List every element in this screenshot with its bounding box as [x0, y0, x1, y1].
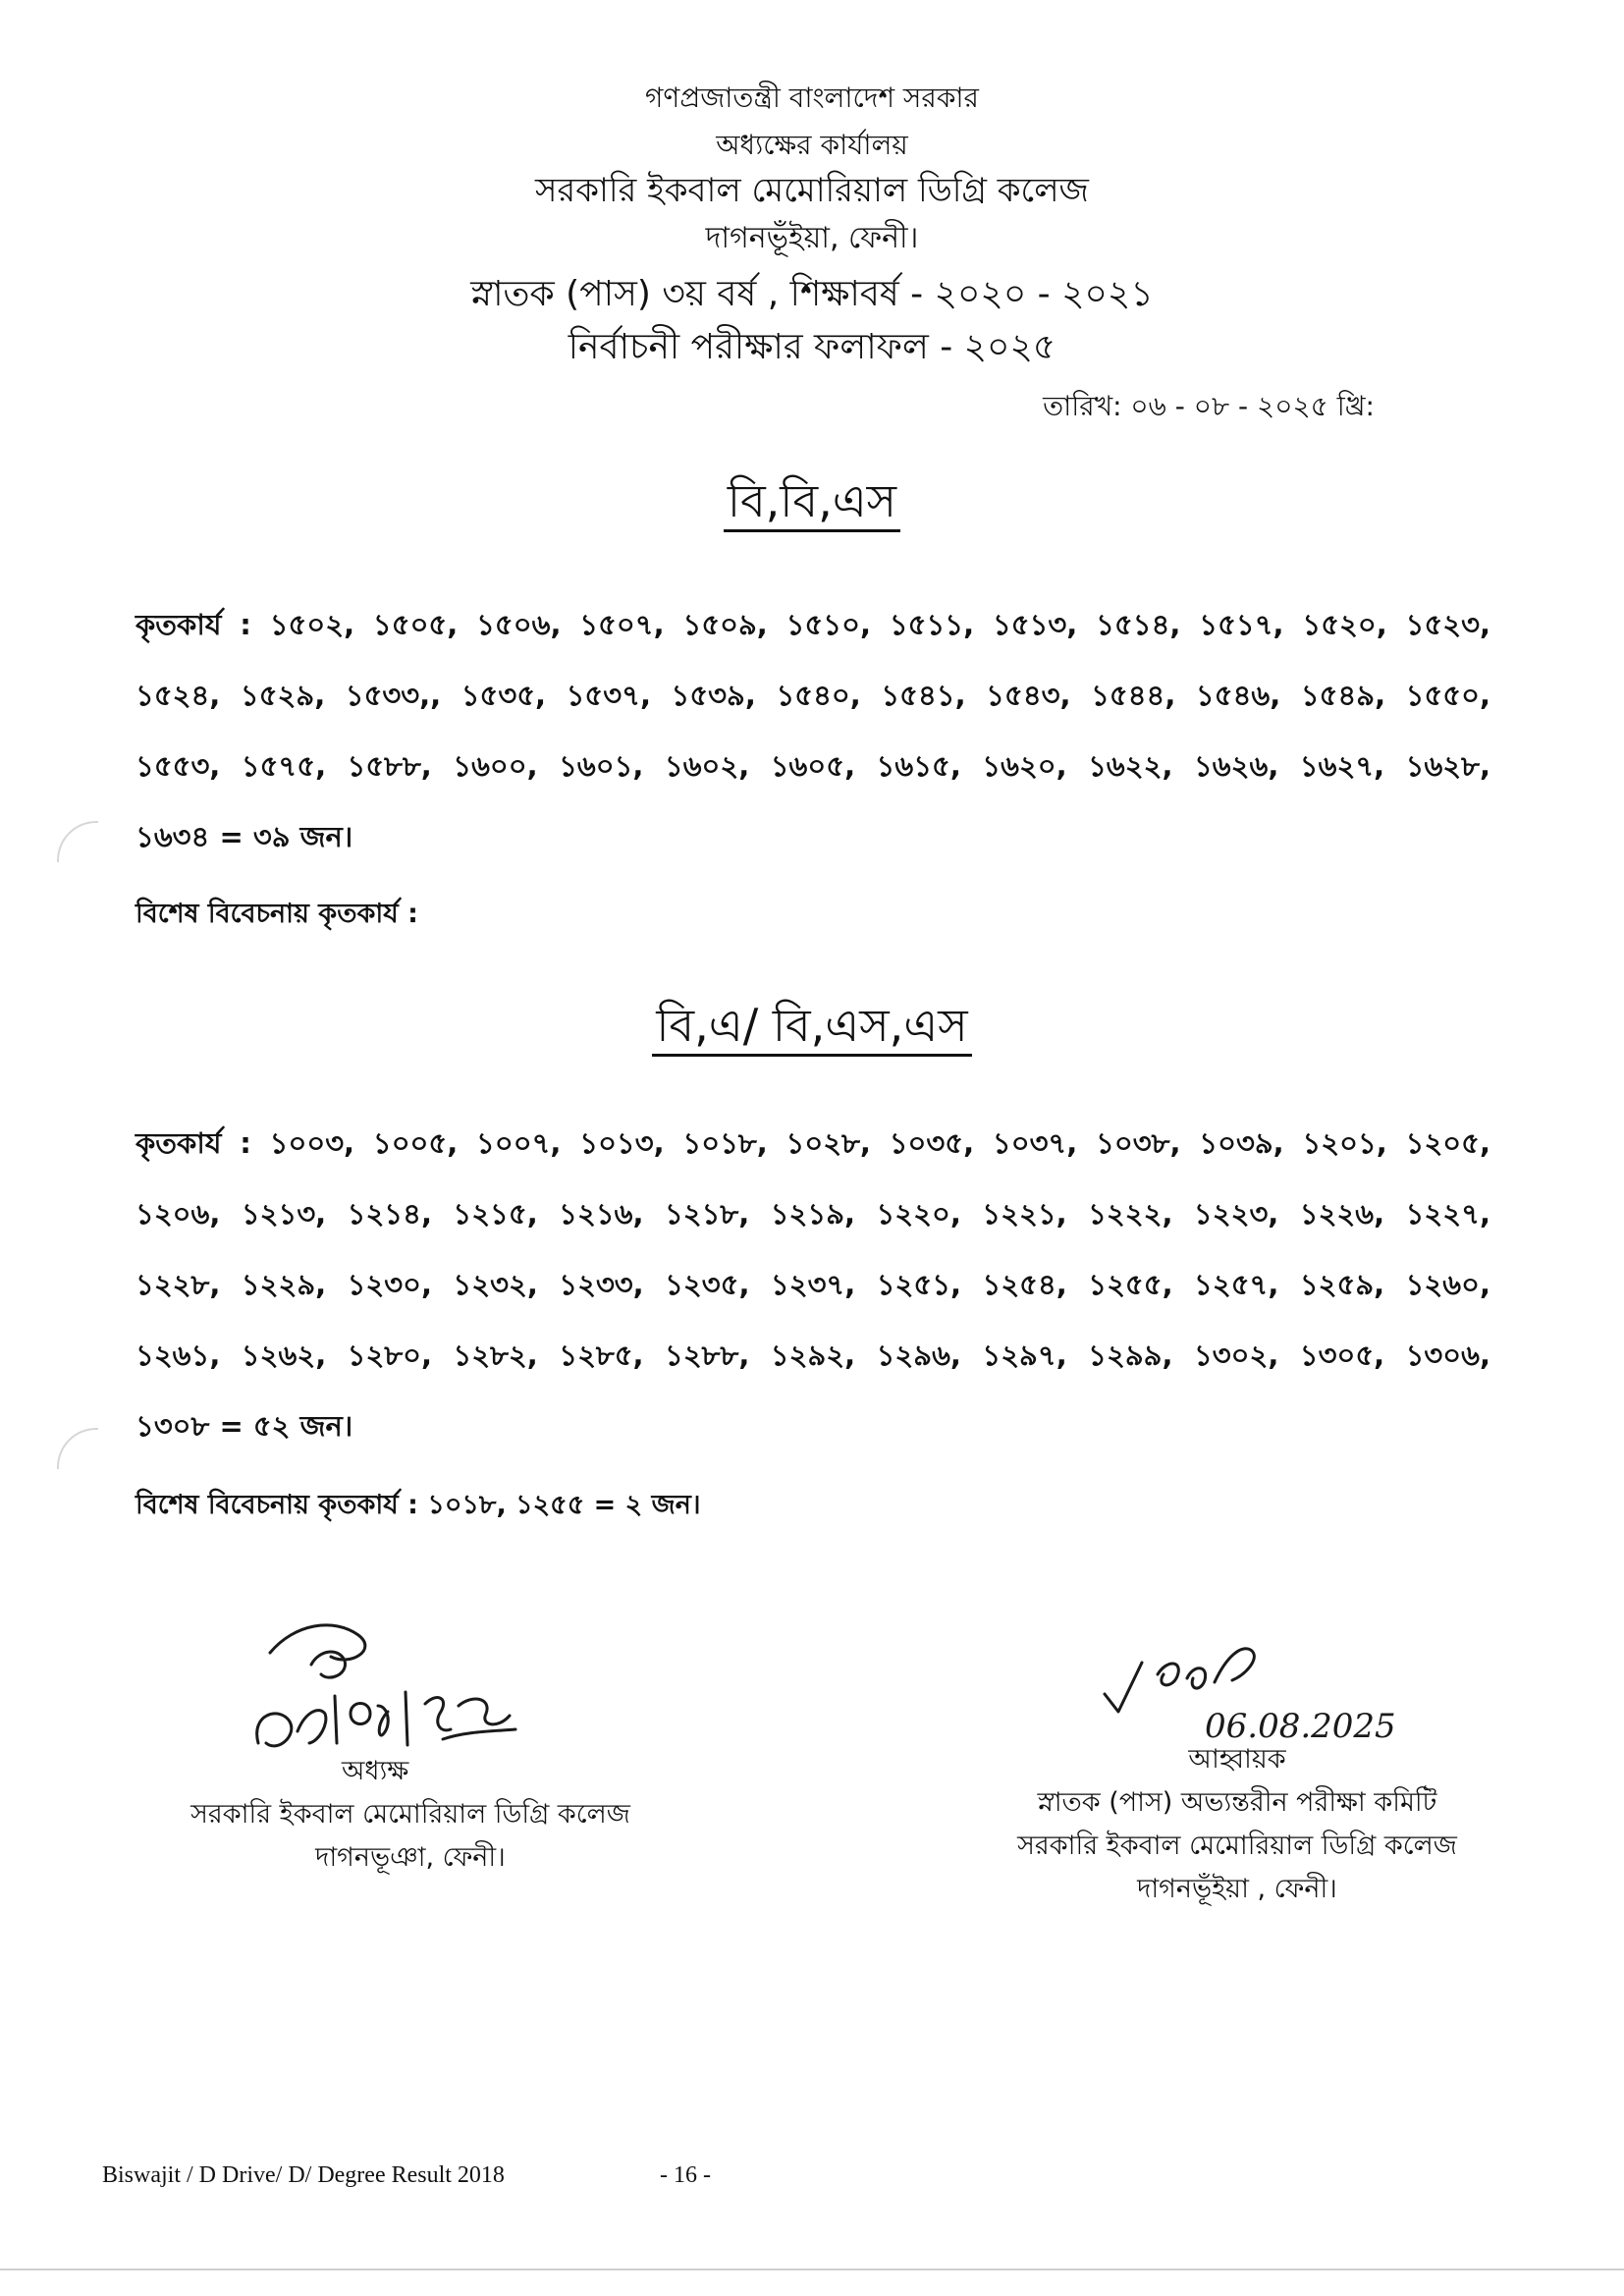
- college-name: সরকারি ইকবাল মেমোরিয়াল ডিগ্রি কলেজ: [535, 171, 1089, 210]
- passed-line: ১২০৬, ১২১৩, ১২১৪, ১২১৫, ১২১৬, ১২১৮, ১২১৯, ১২২০, ১২২১, ১২২২, ১২২৩, ১২২৬, ১২২৭,: [135, 1197, 1490, 1230]
- section-title-bbs-text: বি,বি,এস: [724, 474, 900, 532]
- section-title-ba-bss: [0, 992, 1624, 1066]
- convener-college: সরকারি ইকবাল মেমোরিয়াল ডিগ্রি কলেজ: [1017, 1831, 1457, 1861]
- convener-committee: স্নাতক (পাস) অভ্যন্তরীন পরীক্ষা কমিটি: [1037, 1787, 1437, 1818]
- passed-list-bbs: [135, 589, 1490, 872]
- document-date: তারিখ: ০৬ - ০৮ - ২০২৫ খ্রি:: [1043, 390, 1375, 422]
- passed-line: ১২২৮, ১২২৯, ১২৩০, ১২৩২, ১২৩৩, ১২৩৫, ১২৩৭, ১২৫১, ১২৫৪, ১২৫৫, ১২৫৭, ১২৫৯, ১২৬০,: [135, 1268, 1490, 1301]
- passed-line: ১২৬১, ১২৬২, ১২৮০, ১২৮২, ১২৮৫, ১২৮৮, ১২৯২, ১২৯৬, ১২৯৭, ১২৯৯, ১৩০২, ১৩০৫, ১৩০৬,: [135, 1339, 1490, 1372]
- special-consideration-ba-bss: বিশেষ বিবেচনায় কৃতকার্য : ১০১৮, ১২৫৫ = ২ জন।: [135, 1490, 701, 1520]
- passed-line: কৃতকার্য : ১৫০২, ১৫০৫, ১৫০৬, ১৫০৭, ১৫০৯, ১৫১০, ১৫১১, ১৫১৩, ১৫১৪, ১৫১৭, ১৫২০, ১৫২৩,: [135, 608, 1490, 641]
- exam-title: স্নাতক (পাস) ৩য় বর্ষ , শিক্ষাবর্ষ - ২০২০ - ২০২১: [470, 274, 1154, 314]
- principal-signature-block: [165, 1750, 656, 1880]
- passed-line: ১৫২৪, ১৫২৯, ১৫৩৩,, ১৫৩৫, ১৫৩৭, ১৫৩৯, ১৫৪০, ১৫৪১, ১৫৪৩, ১৫৪৪, ১৫৪৬, ১৫৪৯, ১৫৫০,: [135, 679, 1490, 712]
- convener-role: আহ্বায়ক: [1188, 1744, 1286, 1775]
- principal-role: অধ্যক্ষ: [342, 1756, 409, 1786]
- result-title: নির্বাচনী পরীক্ষার ফলাফল - ২০২৫: [568, 327, 1056, 367]
- scan-margin-mark: [57, 821, 98, 862]
- passed-line: ১৫৫৩, ১৫৭৫, ১৫৮৮, ১৬০০, ১৬০১, ১৬০২, ১৬০৫, ১৬১৫, ১৬২০, ১৬২২, ১৬২৬, ১৬২৭, ১৬২৮,: [135, 749, 1490, 783]
- scan-margin-mark: [57, 1428, 98, 1469]
- section-title-ba-bss-text: বি,এ/ বি,এস,এস: [652, 999, 971, 1057]
- convener-signature-block: [972, 1738, 1502, 1911]
- scan-bottom-edge: [0, 2269, 1624, 2270]
- passed-list-ba-bss: [135, 1108, 1490, 1461]
- passed-line: কৃতকার্য : ১০০৩, ১০০৫, ১০০৭, ১০১৩, ১০১৮, ১০২৮, ১০৩৫, ১০৩৭, ১০৩৮, ১০৩৯, ১২০১, ১২০৫,: [135, 1126, 1490, 1160]
- principal-address: দাগনভূঞা, ফেনী।: [315, 1842, 506, 1873]
- convener-address: দাগনভূঁইয়া , ফেনী।: [1137, 1874, 1337, 1904]
- passed-total: ১৬৩৪ = ৩৯ জন।: [135, 820, 353, 853]
- footer-file-path: Biswajit / D Drive/ D/ Degree Result 2018: [102, 2162, 505, 2188]
- college-address: দাগনভূঁইয়া, ফেনী।: [705, 221, 919, 255]
- government-name: গণপ্রজাতন্ত্রী বাংলাদেশ সরকার: [645, 82, 979, 114]
- principal-signature-icon: [241, 1596, 535, 1773]
- special-consideration-bbs: বিশেষ বিবেচনায় কৃতকার্য :: [135, 899, 418, 929]
- passed-total: ১৩০৮ = ৫২ জন।: [135, 1409, 353, 1443]
- office-name: অধ্যক্ষের কার্যালয়: [716, 129, 908, 161]
- footer-page-number: - 16 -: [660, 2162, 711, 2188]
- convener-signature-date: 06.08.2025: [1205, 1707, 1396, 1746]
- section-title-bbs: [0, 467, 1624, 542]
- principal-college: সরকারি ইকবাল মেমোরিয়াল ডিগ্রি কলেজ: [190, 1799, 630, 1830]
